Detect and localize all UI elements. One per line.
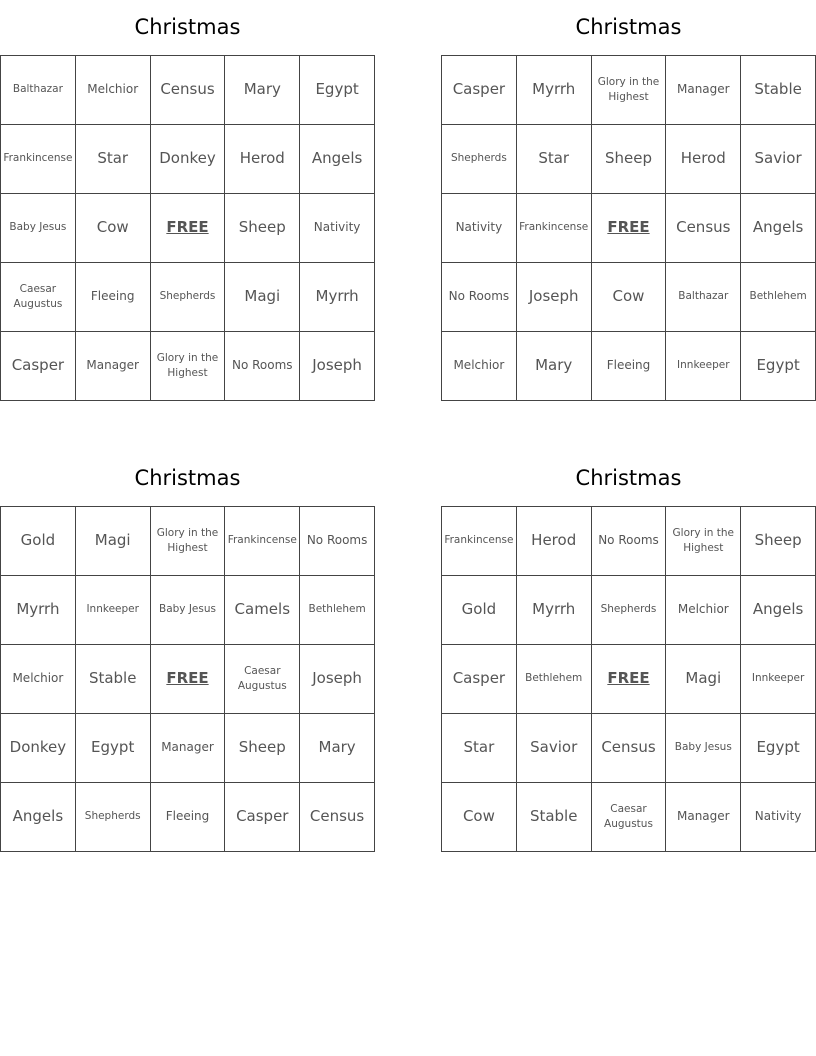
bingo-cell: Frankincense bbox=[225, 507, 300, 576]
bingo-cell: Innkeeper bbox=[75, 576, 150, 645]
grid-row bbox=[1, 263, 375, 332]
bingo-cell: Cow bbox=[75, 194, 150, 263]
free-space-cell: FREE bbox=[150, 645, 225, 714]
bingo-cell: Manager bbox=[75, 332, 150, 401]
bingo-cell: Balthazar bbox=[666, 263, 741, 332]
bingo-cell: Frankincense bbox=[516, 194, 591, 263]
bingo-cell: Baby Jesus bbox=[1, 194, 76, 263]
bingo-cell: No Rooms bbox=[225, 332, 300, 401]
bingo-cell: Star bbox=[516, 125, 591, 194]
bingo-cell: Angels bbox=[741, 576, 816, 645]
grid-row bbox=[1, 56, 375, 125]
grid-row bbox=[442, 56, 816, 125]
bingo-grid bbox=[0, 506, 375, 852]
grid-row bbox=[442, 507, 816, 576]
bingo-cell: Glory in the Highest bbox=[591, 56, 666, 125]
bingo-cell: Glory in the Highest bbox=[150, 332, 225, 401]
grid-row bbox=[1, 576, 375, 645]
bingo-cell: Donkey bbox=[1, 714, 76, 783]
grid-row bbox=[442, 263, 816, 332]
bingo-cell: Sheep bbox=[741, 507, 816, 576]
bingo-cell: Magi bbox=[225, 263, 300, 332]
bingo-cell: Egypt bbox=[75, 714, 150, 783]
bingo-cell: Cow bbox=[442, 783, 517, 852]
bingo-cell: Casper bbox=[225, 783, 300, 852]
grid-row bbox=[1, 507, 375, 576]
bingo-card-2 bbox=[441, 0, 816, 401]
bingo-cell: Egypt bbox=[741, 714, 816, 783]
bingo-cell: Shepherds bbox=[591, 576, 666, 645]
grid-row bbox=[1, 194, 375, 263]
bingo-cell: Joseph bbox=[516, 263, 591, 332]
bingo-cell: Myrrh bbox=[516, 576, 591, 645]
bingo-cell: Nativity bbox=[300, 194, 375, 263]
bingo-cell: Census bbox=[591, 714, 666, 783]
grid-row bbox=[1, 645, 375, 714]
bingo-cell: No Rooms bbox=[591, 507, 666, 576]
bingo-cell: Herod bbox=[666, 125, 741, 194]
bingo-cell: Innkeeper bbox=[741, 645, 816, 714]
bingo-cell: Herod bbox=[225, 125, 300, 194]
bingo-cell: Myrrh bbox=[516, 56, 591, 125]
bingo-cell: Magi bbox=[75, 507, 150, 576]
bingo-cell: Frankincense bbox=[1, 125, 76, 194]
grid-row bbox=[1, 783, 375, 852]
grid-row bbox=[442, 714, 816, 783]
bingo-cell: Caesar Augustus bbox=[591, 783, 666, 852]
bingo-cell: Herod bbox=[516, 507, 591, 576]
bingo-cell: Balthazar bbox=[1, 56, 76, 125]
bingo-cell: Joseph bbox=[300, 332, 375, 401]
bingo-cell: Egypt bbox=[741, 332, 816, 401]
bingo-cell: Stable bbox=[516, 783, 591, 852]
bingo-card-3 bbox=[0, 451, 375, 852]
bingo-cell: No Rooms bbox=[300, 507, 375, 576]
bingo-cell: Myrrh bbox=[300, 263, 375, 332]
bingo-card-4 bbox=[441, 451, 816, 852]
bingo-cell: Manager bbox=[666, 783, 741, 852]
bingo-cell: Frankincense bbox=[442, 507, 517, 576]
bingo-cell: Egypt bbox=[300, 56, 375, 125]
bingo-cell: Melchior bbox=[442, 332, 517, 401]
bingo-cell: Savior bbox=[741, 125, 816, 194]
bingo-cell: Cow bbox=[591, 263, 666, 332]
bingo-cell: Melchior bbox=[1, 645, 76, 714]
grid-row bbox=[442, 783, 816, 852]
bingo-cell: Fleeing bbox=[75, 263, 150, 332]
bingo-cell: Casper bbox=[1, 332, 76, 401]
free-space-cell: FREE bbox=[591, 645, 666, 714]
bingo-cell: Melchior bbox=[666, 576, 741, 645]
bingo-cell: Star bbox=[442, 714, 517, 783]
grid-row bbox=[442, 332, 816, 401]
bingo-cell: Gold bbox=[442, 576, 517, 645]
bingo-cell: Sheep bbox=[225, 714, 300, 783]
bingo-cell: Joseph bbox=[300, 645, 375, 714]
bingo-cell: Census bbox=[666, 194, 741, 263]
grid-row bbox=[442, 645, 816, 714]
bingo-cell: Shepherds bbox=[442, 125, 517, 194]
bingo-cell: Stable bbox=[75, 645, 150, 714]
bingo-cell: Angels bbox=[741, 194, 816, 263]
bingo-cell: Donkey bbox=[150, 125, 225, 194]
bingo-grid bbox=[441, 506, 816, 852]
bingo-cell: Shepherds bbox=[75, 783, 150, 852]
bingo-cell: Fleeing bbox=[591, 332, 666, 401]
bingo-cell: Gold bbox=[1, 507, 76, 576]
grid-row bbox=[442, 125, 816, 194]
bingo-grid bbox=[0, 55, 375, 401]
bingo-cell: Angels bbox=[1, 783, 76, 852]
bingo-card-1 bbox=[0, 0, 375, 401]
bingo-cell: Bethlehem bbox=[300, 576, 375, 645]
bingo-cell: Casper bbox=[442, 645, 517, 714]
bingo-cell: Melchior bbox=[75, 56, 150, 125]
bingo-cell: Camels bbox=[225, 576, 300, 645]
card-title: Christmas bbox=[134, 466, 241, 490]
bingo-cell: Sheep bbox=[225, 194, 300, 263]
bingo-cell: Savior bbox=[516, 714, 591, 783]
bingo-cell: Nativity bbox=[741, 783, 816, 852]
bingo-cell: Myrrh bbox=[1, 576, 76, 645]
bingo-cell: Mary bbox=[225, 56, 300, 125]
bingo-cell: Glory in the Highest bbox=[666, 507, 741, 576]
bingo-cell: Baby Jesus bbox=[666, 714, 741, 783]
grid-row bbox=[442, 576, 816, 645]
bingo-cell: Bethlehem bbox=[516, 645, 591, 714]
bingo-cell: Casper bbox=[442, 56, 517, 125]
bingo-cell: Stable bbox=[741, 56, 816, 125]
bingo-cell: Mary bbox=[516, 332, 591, 401]
bingo-cell: Shepherds bbox=[150, 263, 225, 332]
bingo-cell: Baby Jesus bbox=[150, 576, 225, 645]
bingo-cell: Star bbox=[75, 125, 150, 194]
bingo-cell: Glory in the Highest bbox=[150, 507, 225, 576]
bingo-cell: Mary bbox=[300, 714, 375, 783]
card-title: Christmas bbox=[575, 15, 682, 39]
bingo-cell: Bethlehem bbox=[741, 263, 816, 332]
bingo-cell: Census bbox=[150, 56, 225, 125]
grid-row bbox=[1, 714, 375, 783]
bingo-cell: Manager bbox=[150, 714, 225, 783]
card-title: Christmas bbox=[134, 15, 241, 39]
free-space-cell: FREE bbox=[591, 194, 666, 263]
bingo-cell: Magi bbox=[666, 645, 741, 714]
grid-row bbox=[1, 125, 375, 194]
bingo-cell: Fleeing bbox=[150, 783, 225, 852]
bingo-cell: Caesar Augustus bbox=[225, 645, 300, 714]
bingo-cell: Census bbox=[300, 783, 375, 852]
free-space-cell: FREE bbox=[150, 194, 225, 263]
bingo-cell: Innkeeper bbox=[666, 332, 741, 401]
card-title: Christmas bbox=[575, 466, 682, 490]
grid-row bbox=[1, 332, 375, 401]
bingo-cell: No Rooms bbox=[442, 263, 517, 332]
bingo-cell: Sheep bbox=[591, 125, 666, 194]
bingo-cell: Angels bbox=[300, 125, 375, 194]
grid-row bbox=[442, 194, 816, 263]
bingo-cell: Manager bbox=[666, 56, 741, 125]
bingo-grid bbox=[441, 55, 816, 401]
bingo-cell: Nativity bbox=[442, 194, 517, 263]
bingo-cell: Caesar Augustus bbox=[1, 263, 76, 332]
